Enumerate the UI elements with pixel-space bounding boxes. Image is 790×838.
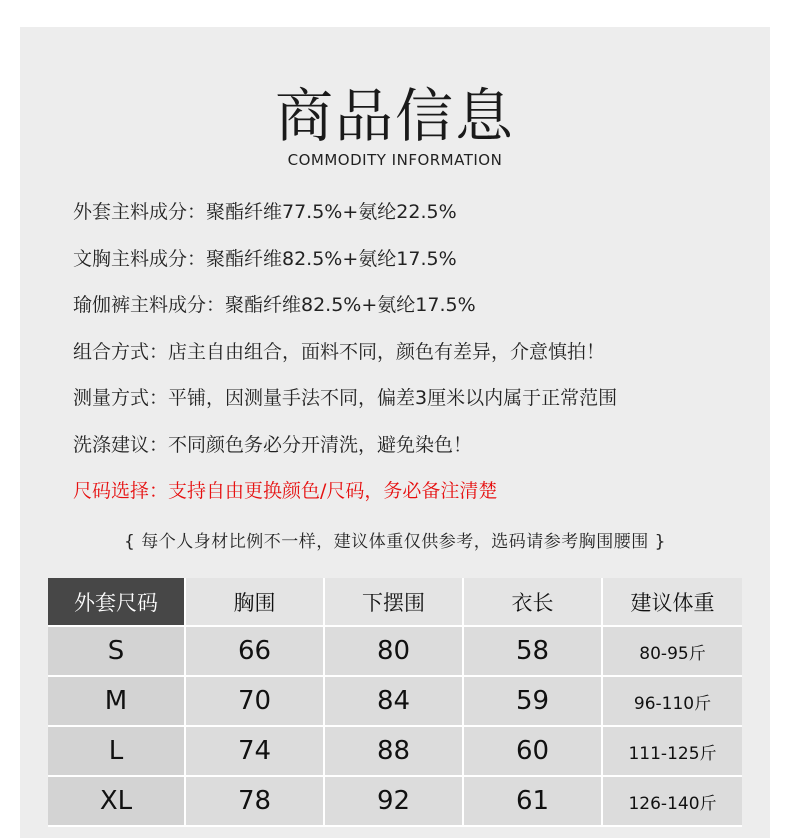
cell-hem: 88 [325,727,464,777]
size-note: { 每个人身材比例不一样，建议体重仅供参考，选码请参考胸围腰围 } [124,532,666,552]
table-row [48,727,742,777]
header-jacket-size: 外套尺码 [48,578,186,627]
cell-size: XL [48,777,186,827]
cell-size: M [48,677,186,727]
cell-length: 58 [464,627,603,677]
cell-hem: 80 [325,627,464,677]
cell-hem: 84 [325,677,464,727]
table-row [48,627,742,677]
cell-size: L [48,727,186,777]
page-subtitle: COMMODITY INFORMATION [287,151,503,169]
header-length: 衣长 [464,578,603,627]
info-line-jacket-material: 外套主料成分：聚酯纤维77.5%+氨纶22.5% [73,201,457,223]
cell-chest: 74 [186,727,325,777]
page-title: 商品信息 [274,82,515,150]
info-line-bra-material: 文胸主料成分：聚酯纤维82.5%+氨纶17.5% [73,247,457,270]
table-row [48,777,742,827]
cell-chest: 78 [186,777,325,827]
info-line-size-selection: 尺码选择：支持自由更换颜色/尺码，务必备注清楚 [73,480,498,502]
cell-hem: 92 [325,777,464,827]
size-table [48,578,742,827]
cell-length: 60 [464,727,603,777]
header-weight: 建议体重 [603,578,742,627]
cell-size: S [48,627,186,677]
info-line-washing: 洗涤建议：不同颜色务必分开清洗，避免染色！ [73,433,473,456]
table-row [48,677,742,727]
cell-chest: 70 [186,677,325,727]
cell-weight: 126-140斤 [603,777,742,827]
cell-length: 61 [464,777,603,827]
info-line-measurement: 测量方式：平铺，因测量手法不同，偏差3厘米以内属于正常范围 [73,387,618,409]
cell-length: 59 [464,677,603,727]
cell-chest: 66 [186,627,325,677]
header-hem: 下摆围 [325,578,464,627]
info-line-combination: 组合方式：店主自由组合，面料不同，颜色有差异，介意慎拍！ [73,340,606,363]
product-info-list [73,197,617,523]
info-line-pants-material: 瑜伽裤主料成分：聚酯纤维82.5%+氨纶17.5% [73,294,476,316]
cell-weight: 96-110斤 [603,677,742,727]
cell-weight: 111-125斤 [603,727,742,777]
cell-weight: 80-95斤 [603,627,742,677]
header-chest: 胸围 [186,578,325,627]
table-header-row [48,578,742,627]
